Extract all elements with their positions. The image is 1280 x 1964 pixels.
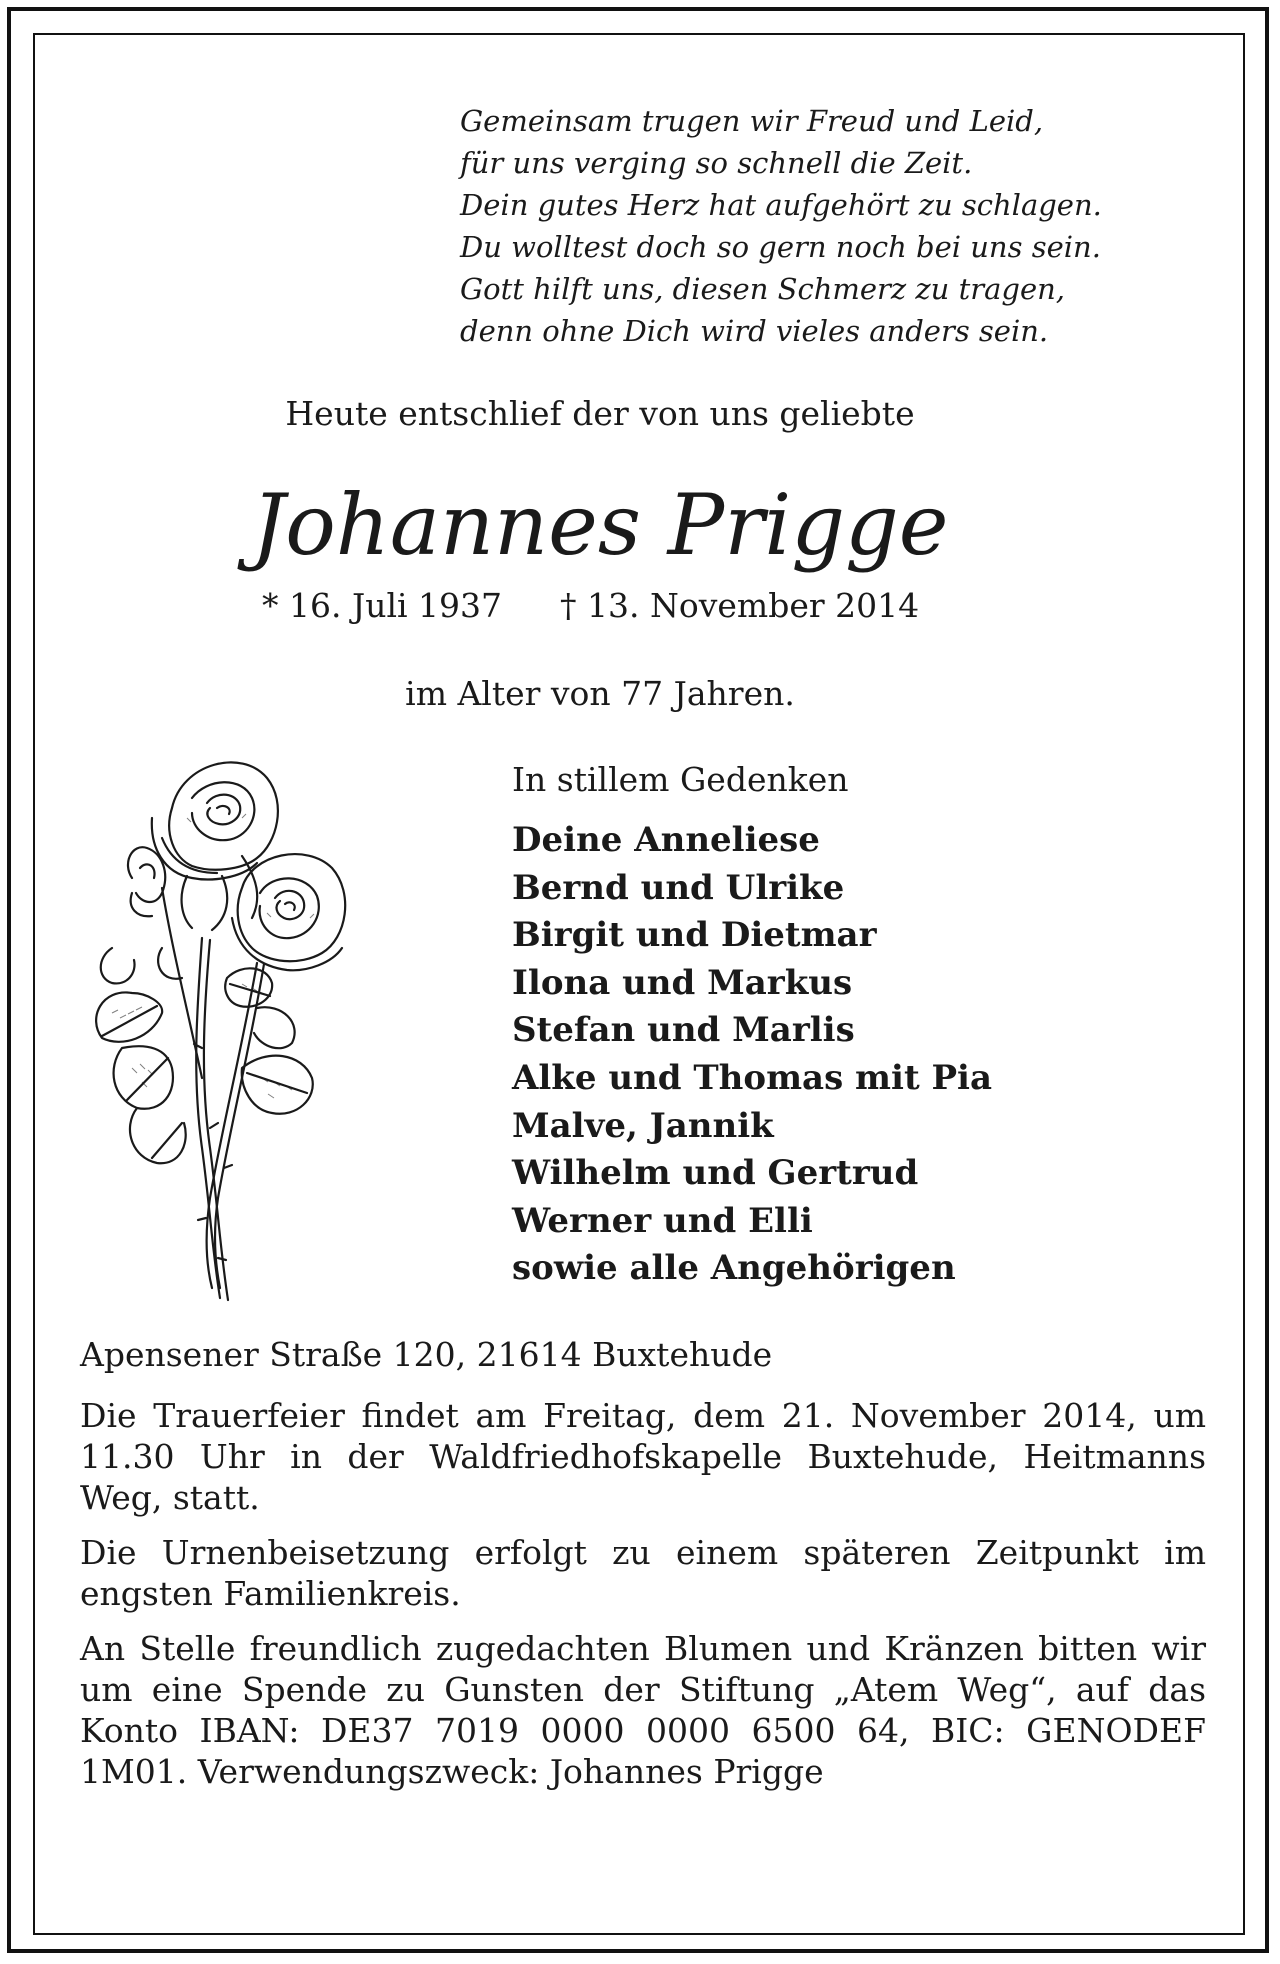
family-member: Alke und Thomas mit Pia	[512, 1057, 993, 1098]
family-member: Wilhelm und Gertrud	[512, 1153, 919, 1194]
intro-text: Heute entschlief der von uns geliebte	[285, 394, 915, 433]
rose-icon	[92, 748, 362, 1308]
family-member: Bernd und Ulrike	[512, 867, 845, 908]
family-member: Werner und Elli	[512, 1200, 813, 1241]
address: Apensener Straße 120, 21614 Buxtehude	[80, 1335, 773, 1374]
family-member: Stefan und Marlis	[512, 1010, 855, 1051]
deceased-name: Johannes Prigge	[251, 476, 949, 574]
urn-info: Die Urnenbeisetzung erfolgt zu einem späteren Zeitpunkt im engsten Familienkreis.	[80, 1533, 1206, 1613]
birth-date: * 16. Juli 1937	[262, 586, 503, 625]
family-member: Deine Anneliese	[512, 820, 820, 860]
memory-text: In stillem Gedenken	[512, 760, 849, 799]
funeral-info: Die Trauerfeier findet am Freitag, dem 21. November 2014, um 11.30 Uhr in der Waldfriedhofskapelle Buxtehude, Heitmanns Weg, statt.	[80, 1396, 1206, 1517]
donation-info: An Stelle freundlich zugedachten Blumen und Kränzen bitten wir um eine Spende zu Gunsten der Stiftung „Atem Weg“, auf das Konto IBAN: DE37 7019 0000 0000 6500 64, BIC: GENODEF 1M01. Verwendungszweck: Johannes Prigge	[80, 1629, 1206, 1791]
bottom-text	[80, 1334, 1206, 1806]
poem-line: Gemeinsam trugen wir Freud und Leid,	[460, 104, 1044, 138]
family-member: sowie alle Angehörigen	[512, 1248, 956, 1289]
family-member: Ilona und Markus	[512, 962, 853, 1003]
poem-line: Gott hilft uns, diesen Schmerz zu tragen,	[460, 272, 1066, 306]
family-member: Malve, Jannik	[512, 1105, 774, 1146]
poem	[460, 100, 1220, 352]
age-text: im Alter von 77 Jahren.	[405, 674, 795, 713]
death-date: † 13. November 2014	[560, 586, 920, 625]
poem-line: Du wolltest doch so gern noch bei uns sein.	[460, 230, 1101, 264]
poem-line: für uns verging so schnell die Zeit.	[460, 146, 973, 180]
poem-line: Dein gutes Herz hat aufgehört zu schlagen.	[460, 188, 1102, 222]
poem-line: denn ohne Dich wird vieles anders sein.	[460, 314, 1049, 348]
family-list	[512, 817, 992, 1293]
life-dates	[262, 586, 919, 625]
family-member: Birgit und Dietmar	[512, 915, 877, 956]
